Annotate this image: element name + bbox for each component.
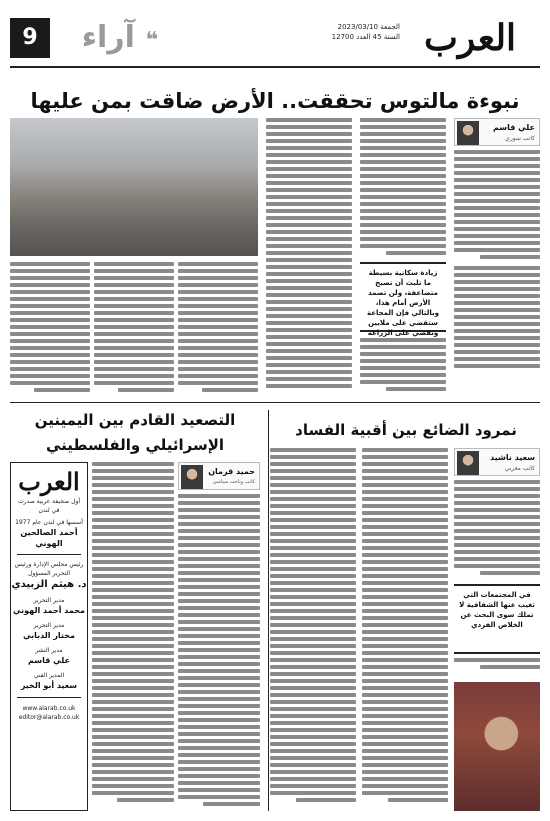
masthead-manager: محمد أحمد الهوني — [13, 606, 85, 615]
middle-left-headline: التصعيد القادم بين اليمينين الإسرائيلي والفلسطيني — [34, 411, 236, 454]
masthead-website[interactable]: www.alarab.co.uk — [22, 705, 76, 712]
top-article-column-1 — [454, 150, 540, 395]
page-header — [0, 0, 550, 75]
woman-photo — [454, 682, 540, 811]
top-author-avatar — [457, 121, 479, 145]
masthead-editor: د. هيثم الزبيدي — [11, 579, 87, 590]
middle-right-author-name: سعيد ناشيد — [490, 453, 535, 462]
issue-info — [320, 22, 400, 42]
top-pull-quote: زيادة سكانية بسيطة ما تلبث أن تصبح متضاعفة، ولن تصمد الأرض أمام هذا، وبالتالي فإن المجاعة ستقضي على ملايين وتقضي على الزراعة — [360, 262, 446, 332]
top-article-column-3 — [266, 118, 352, 395]
masthead-divider — [17, 554, 81, 555]
masthead-sub-name-3: سعيد أبو الخير — [20, 681, 78, 690]
issue-date: الجمعة 2023/03/10 — [337, 23, 400, 31]
section-label: آراء — [81, 20, 135, 55]
street-photo — [10, 118, 258, 256]
middle-right-pull-quote: في المجتمعات التي تغيب عنها الشفافية لا تملك سوى البحث عن الخلاص الفردي — [454, 584, 540, 654]
middle-right-column-1b — [454, 658, 540, 678]
top-article-column-4 — [178, 262, 258, 395]
masthead-sub-name-1: مختار الدبابي — [23, 631, 75, 640]
masthead-founded: أسسها في لندن عام 1977 — [15, 519, 83, 526]
section-title — [50, 18, 190, 58]
top-article-column-5 — [94, 262, 174, 395]
middle-right-headline: نمرود الضائع بين أقبية الفساد — [295, 421, 517, 439]
middle-right-column-1a — [454, 480, 540, 580]
header-rule — [10, 66, 540, 68]
masthead-box — [10, 462, 88, 811]
masthead-tagline: أول صحيفة عربية صدرت في لندن — [17, 498, 81, 514]
middle-right-column-3 — [270, 448, 356, 811]
top-author-role: كاتب سوري — [505, 135, 535, 142]
page-number: 9 — [10, 18, 50, 58]
middle-right-author-role: كاتب مغربي — [504, 465, 535, 472]
top-author-name: علي قاسم — [493, 123, 535, 132]
middle-left-author-avatar — [181, 465, 203, 489]
masthead-email[interactable]: editor@alarab.co.uk — [18, 714, 80, 721]
top-article-column-6 — [10, 262, 90, 395]
masthead-sub-name-2: علي قاسم — [28, 656, 70, 665]
issue-number: السنة 45 العدد 12700 — [331, 33, 400, 41]
middle-left-author-box — [178, 462, 260, 490]
middle-left-author-role: كاتب وباحث سياسي — [212, 479, 255, 485]
middle-left-column-1 — [178, 494, 260, 811]
column-divider — [268, 410, 269, 811]
masthead-sub-title-3: المدير الفني — [33, 672, 65, 679]
middle-left-column-2 — [92, 462, 174, 811]
middle-right-author-box — [454, 448, 540, 476]
top-article-headline: نبوءة مالتوس تحققت.. الأرض ضاقت بمن عليها — [30, 89, 520, 113]
top-author-box — [454, 118, 540, 146]
quote-mark-icon: ❝ — [145, 28, 159, 53]
masthead-divider-2 — [17, 697, 81, 698]
masthead-editor-title: رئيس مجلس الإدارة ورئيس التحرير المسؤول — [14, 561, 84, 577]
masthead-sub-title-2: مدير النشر — [35, 647, 63, 654]
masthead-sub-title-1: مدير التحرير — [33, 622, 65, 629]
middle-right-column-2 — [362, 448, 448, 811]
middle-right-author-avatar — [457, 451, 479, 475]
newspaper-logo: العرب — [423, 17, 517, 59]
masthead-founder: أحمد الصالحين الهوني — [20, 528, 78, 548]
masthead-logo: العرب — [18, 467, 80, 496]
section-rule — [10, 402, 540, 403]
top-article-column-2b — [360, 338, 446, 395]
masthead-manager-title: مدير التحرير — [33, 597, 65, 604]
top-article-column-2 — [360, 118, 446, 258]
middle-left-author-name: حميد قرمان — [208, 467, 255, 476]
